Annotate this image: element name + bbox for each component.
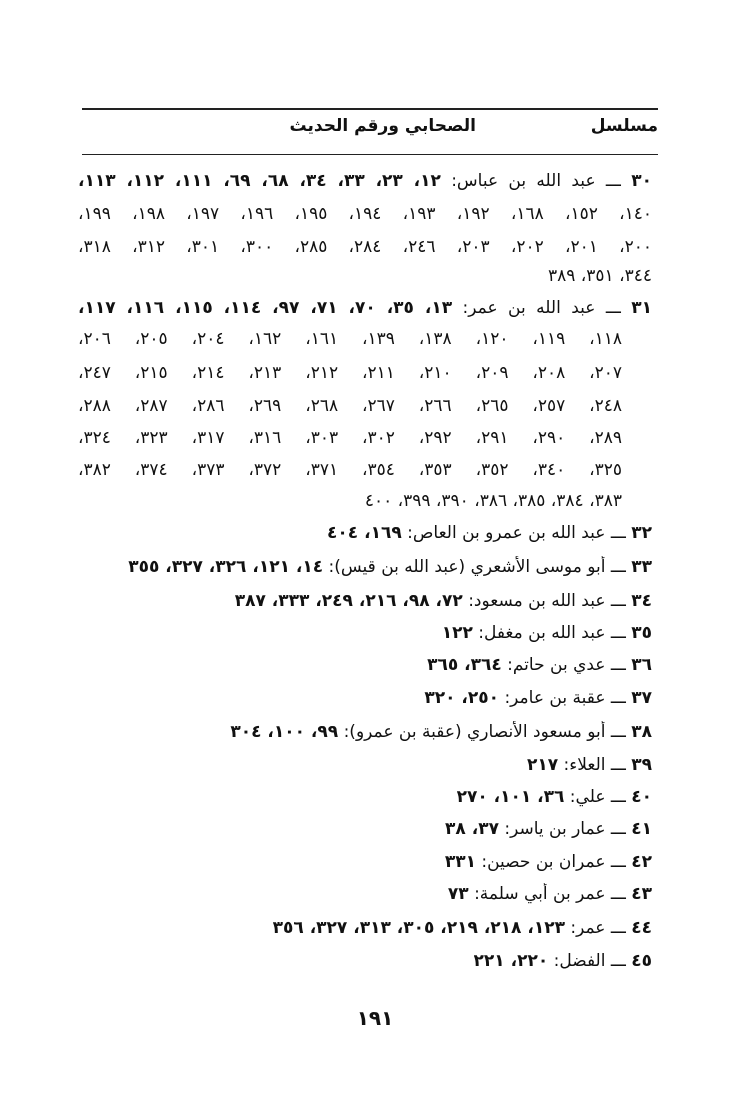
entry-hadith-numbers: ٣٦، ١٠١، ٢٧٠ — [456, 787, 565, 807]
entry-number: ٣١ — [631, 298, 652, 318]
index-entry-38 — [230, 721, 652, 745]
entry-continuation-line: ٣٨٣، ٣٨٤، ٣٨٥، ٣٨٦، ٣٩٠، ٣٩٩، ٤٠٠ — [364, 491, 622, 511]
entry-companion: عبد الله بن عباس: — [451, 171, 596, 191]
entry-number: ٤٥ — [631, 951, 652, 971]
index-entry-30 — [78, 170, 652, 194]
entry-continuation-line: ٣٢٥، ٣٤٠، ٣٥٢، ٣٥٣، ٣٥٤، ٣٧١، ٣٧٢، ٣٧٣، ٣٧٤، ٣٨٢، — [78, 460, 622, 480]
entry-dash: ـــ — [610, 852, 626, 872]
entry-number: ٣٨ — [631, 722, 652, 742]
entry-hadith-numbers: ٧٢، ٩٨، ٢١٦، ٢٤٩، ٣٣٣، ٣٨٧ — [234, 591, 463, 611]
entry-companion: أبو موسى الأشعري (عبد الله بن قيس): — [328, 557, 606, 577]
entry-number: ٣٣ — [631, 557, 652, 577]
entry-hadith-numbers: ١٢٢ — [441, 623, 473, 643]
index-entry-34 — [235, 590, 652, 614]
entry-dash: ـــ — [610, 722, 626, 742]
entry-dash: ـــ — [610, 557, 626, 577]
index-entry-33 — [128, 556, 652, 580]
entry-dash: ـــ — [610, 951, 626, 971]
entry-companion: عدي بن حاتم: — [507, 655, 606, 675]
header-top-rule — [82, 108, 658, 110]
index-entry-44 — [273, 917, 652, 941]
entry-companion: الفضل: — [553, 951, 606, 971]
header-bottom-rule — [82, 154, 658, 155]
entry-dash: ـــ — [610, 918, 626, 938]
entry-dash: ـــ — [610, 591, 626, 611]
index-entry-36 — [427, 654, 652, 678]
entry-hadith-numbers: ٣٣١ — [444, 852, 476, 872]
entry-dash: ـــ — [605, 298, 621, 318]
entry-continuation-line: ٣٤٤، ٣٥١، ٣٨٩ — [548, 266, 652, 286]
entry-dash: ـــ — [610, 787, 626, 807]
index-entry-45 — [474, 950, 652, 974]
entry-hadith-numbers: ٢١٧ — [526, 755, 559, 775]
entry-number: ٣٦ — [631, 655, 652, 675]
entry-dash: ـــ — [610, 819, 626, 839]
entry-companion: عمار بن ياسر: — [504, 819, 606, 839]
entry-number: ٣٠ — [631, 171, 652, 191]
entry-number: ٤٠ — [631, 787, 652, 807]
entry-continuation-line: ٢٠٠، ٢٠١، ٢٠٢، ٢٠٣، ٢٤٦، ٢٨٤، ٢٨٥، ٣٠٠، ٣٠١، ٣١٢، ٣١٨، — [78, 237, 652, 257]
index-entry-35 — [442, 622, 652, 646]
entry-dash: ـــ — [610, 755, 626, 775]
entry-number: ٣٩ — [631, 755, 652, 775]
entry-continuation-line: ٢٤٨، ٢٥٧، ٢٦٥، ٢٦٦، ٢٦٧، ٢٦٨، ٢٦٩، ٢٨٦، ٢٨٧، ٢٨٨، — [78, 396, 622, 416]
entry-hadith-numbers: ١٢، ٢٣، ٣٣، ٣٤، ٦٨، ٦٩، ١١١، ١١٢، ١١٣، — [78, 171, 441, 191]
entry-dash: ـــ — [610, 884, 626, 904]
index-entry-40 — [457, 786, 652, 810]
entry-hadith-numbers: ١٦٩، ٤٠٤ — [327, 523, 402, 543]
header-companion-label: الصحابي ورقم الحديث — [289, 116, 476, 136]
entry-continuation-line: ٢٨٩، ٢٩٠، ٢٩١، ٢٩٢، ٣٠٢، ٣٠٣، ٣١٦، ٣١٧، ٣٢٣، ٣٢٤، — [78, 428, 622, 448]
entry-companion: عمر بن أبي سلمة: — [474, 884, 606, 904]
entry-companion: عبد الله بن مسعود: — [468, 591, 606, 611]
entry-hadith-numbers: ١٣، ٣٥، ٧٠، ٧١، ٩٧، ١١٤، ١١٥، ١١٦، ١١٧، — [78, 298, 453, 318]
entry-hadith-numbers: ٢٢٠، ٢٢١ — [473, 951, 549, 971]
entry-hadith-numbers: ١٢٣، ٢١٨، ٢١٩، ٣٠٥، ٣١٣، ٣٢٧، ٣٥٦ — [272, 918, 565, 938]
entry-number: ٣٢ — [631, 523, 652, 543]
entry-companion: عمر: — [570, 918, 606, 938]
entry-number: ٤١ — [631, 819, 652, 839]
entry-companion: عبد الله بن عمرو بن العاص: — [407, 523, 606, 543]
entry-number: ٤٢ — [631, 852, 652, 872]
index-entry-43 — [448, 883, 652, 907]
entry-number: ٤٣ — [631, 884, 652, 904]
entry-number: ٣٥ — [631, 623, 652, 643]
entry-companion: عمران بن حصين: — [481, 852, 606, 872]
entry-dash: ـــ — [610, 623, 626, 643]
entry-companion: عبد الله بن عمر: — [462, 298, 596, 318]
entry-hadith-numbers: ٢٥٠، ٣٢٠ — [424, 688, 500, 708]
entry-hadith-numbers: ٣٦٤، ٣٦٥ — [427, 655, 502, 675]
entry-companion: علي: — [569, 787, 606, 807]
index-entry-41 — [445, 818, 652, 842]
entry-hadith-numbers: ٣٧، ٣٨ — [445, 819, 499, 839]
entry-dash: ـــ — [610, 655, 626, 675]
entry-hadith-numbers: ١٤، ١٢١، ٣٢٦، ٣٢٧، ٣٥٥ — [128, 557, 324, 577]
entry-continuation-line: ١٤٠، ١٥٢، ١٦٨، ١٩٢، ١٩٣، ١٩٤، ١٩٥، ١٩٦، ١٩٧، ١٩٨، ١٩٩، — [78, 204, 652, 224]
entry-companion: عقبة بن عامر: — [504, 688, 606, 708]
page-number: ١٩١ — [356, 1006, 394, 1030]
index-entry-32 — [327, 522, 652, 546]
entry-dash: ـــ — [605, 171, 621, 191]
index-entry-37 — [424, 687, 652, 711]
index-entry-39 — [527, 754, 652, 778]
index-entry-42 — [445, 851, 652, 875]
entry-number: ٤٤ — [631, 918, 652, 938]
entry-companion: عبد الله بن مغفل: — [478, 623, 606, 643]
index-entry-31 — [78, 297, 652, 321]
entry-dash: ـــ — [610, 523, 626, 543]
entry-companion: أبو مسعود الأنصاري (عقبة بن عمرو): — [343, 722, 606, 742]
entry-dash: ـــ — [610, 688, 626, 708]
entry-number: ٣٤ — [631, 591, 652, 611]
entry-hadith-numbers: ٩٩، ١٠٠، ٣٠٤ — [230, 722, 339, 742]
entry-continuation-line: ١١٨، ١١٩، ١٢٠، ١٣٨، ١٣٩، ١٦١، ١٦٢، ٢٠٤، ٢٠٥، ٢٠٦، — [78, 329, 622, 349]
entry-continuation-line: ٢٠٧، ٢٠٨، ٢٠٩، ٢١٠، ٢١١، ٢١٢، ٢١٣، ٢١٤، ٢١٥، ٢٤٧، — [78, 363, 622, 383]
entry-number: ٣٧ — [631, 688, 652, 708]
header-serial-label: مسلسل — [590, 116, 658, 136]
entry-hadith-numbers: ٧٣ — [447, 884, 469, 904]
entry-companion: العلاء: — [563, 755, 606, 775]
